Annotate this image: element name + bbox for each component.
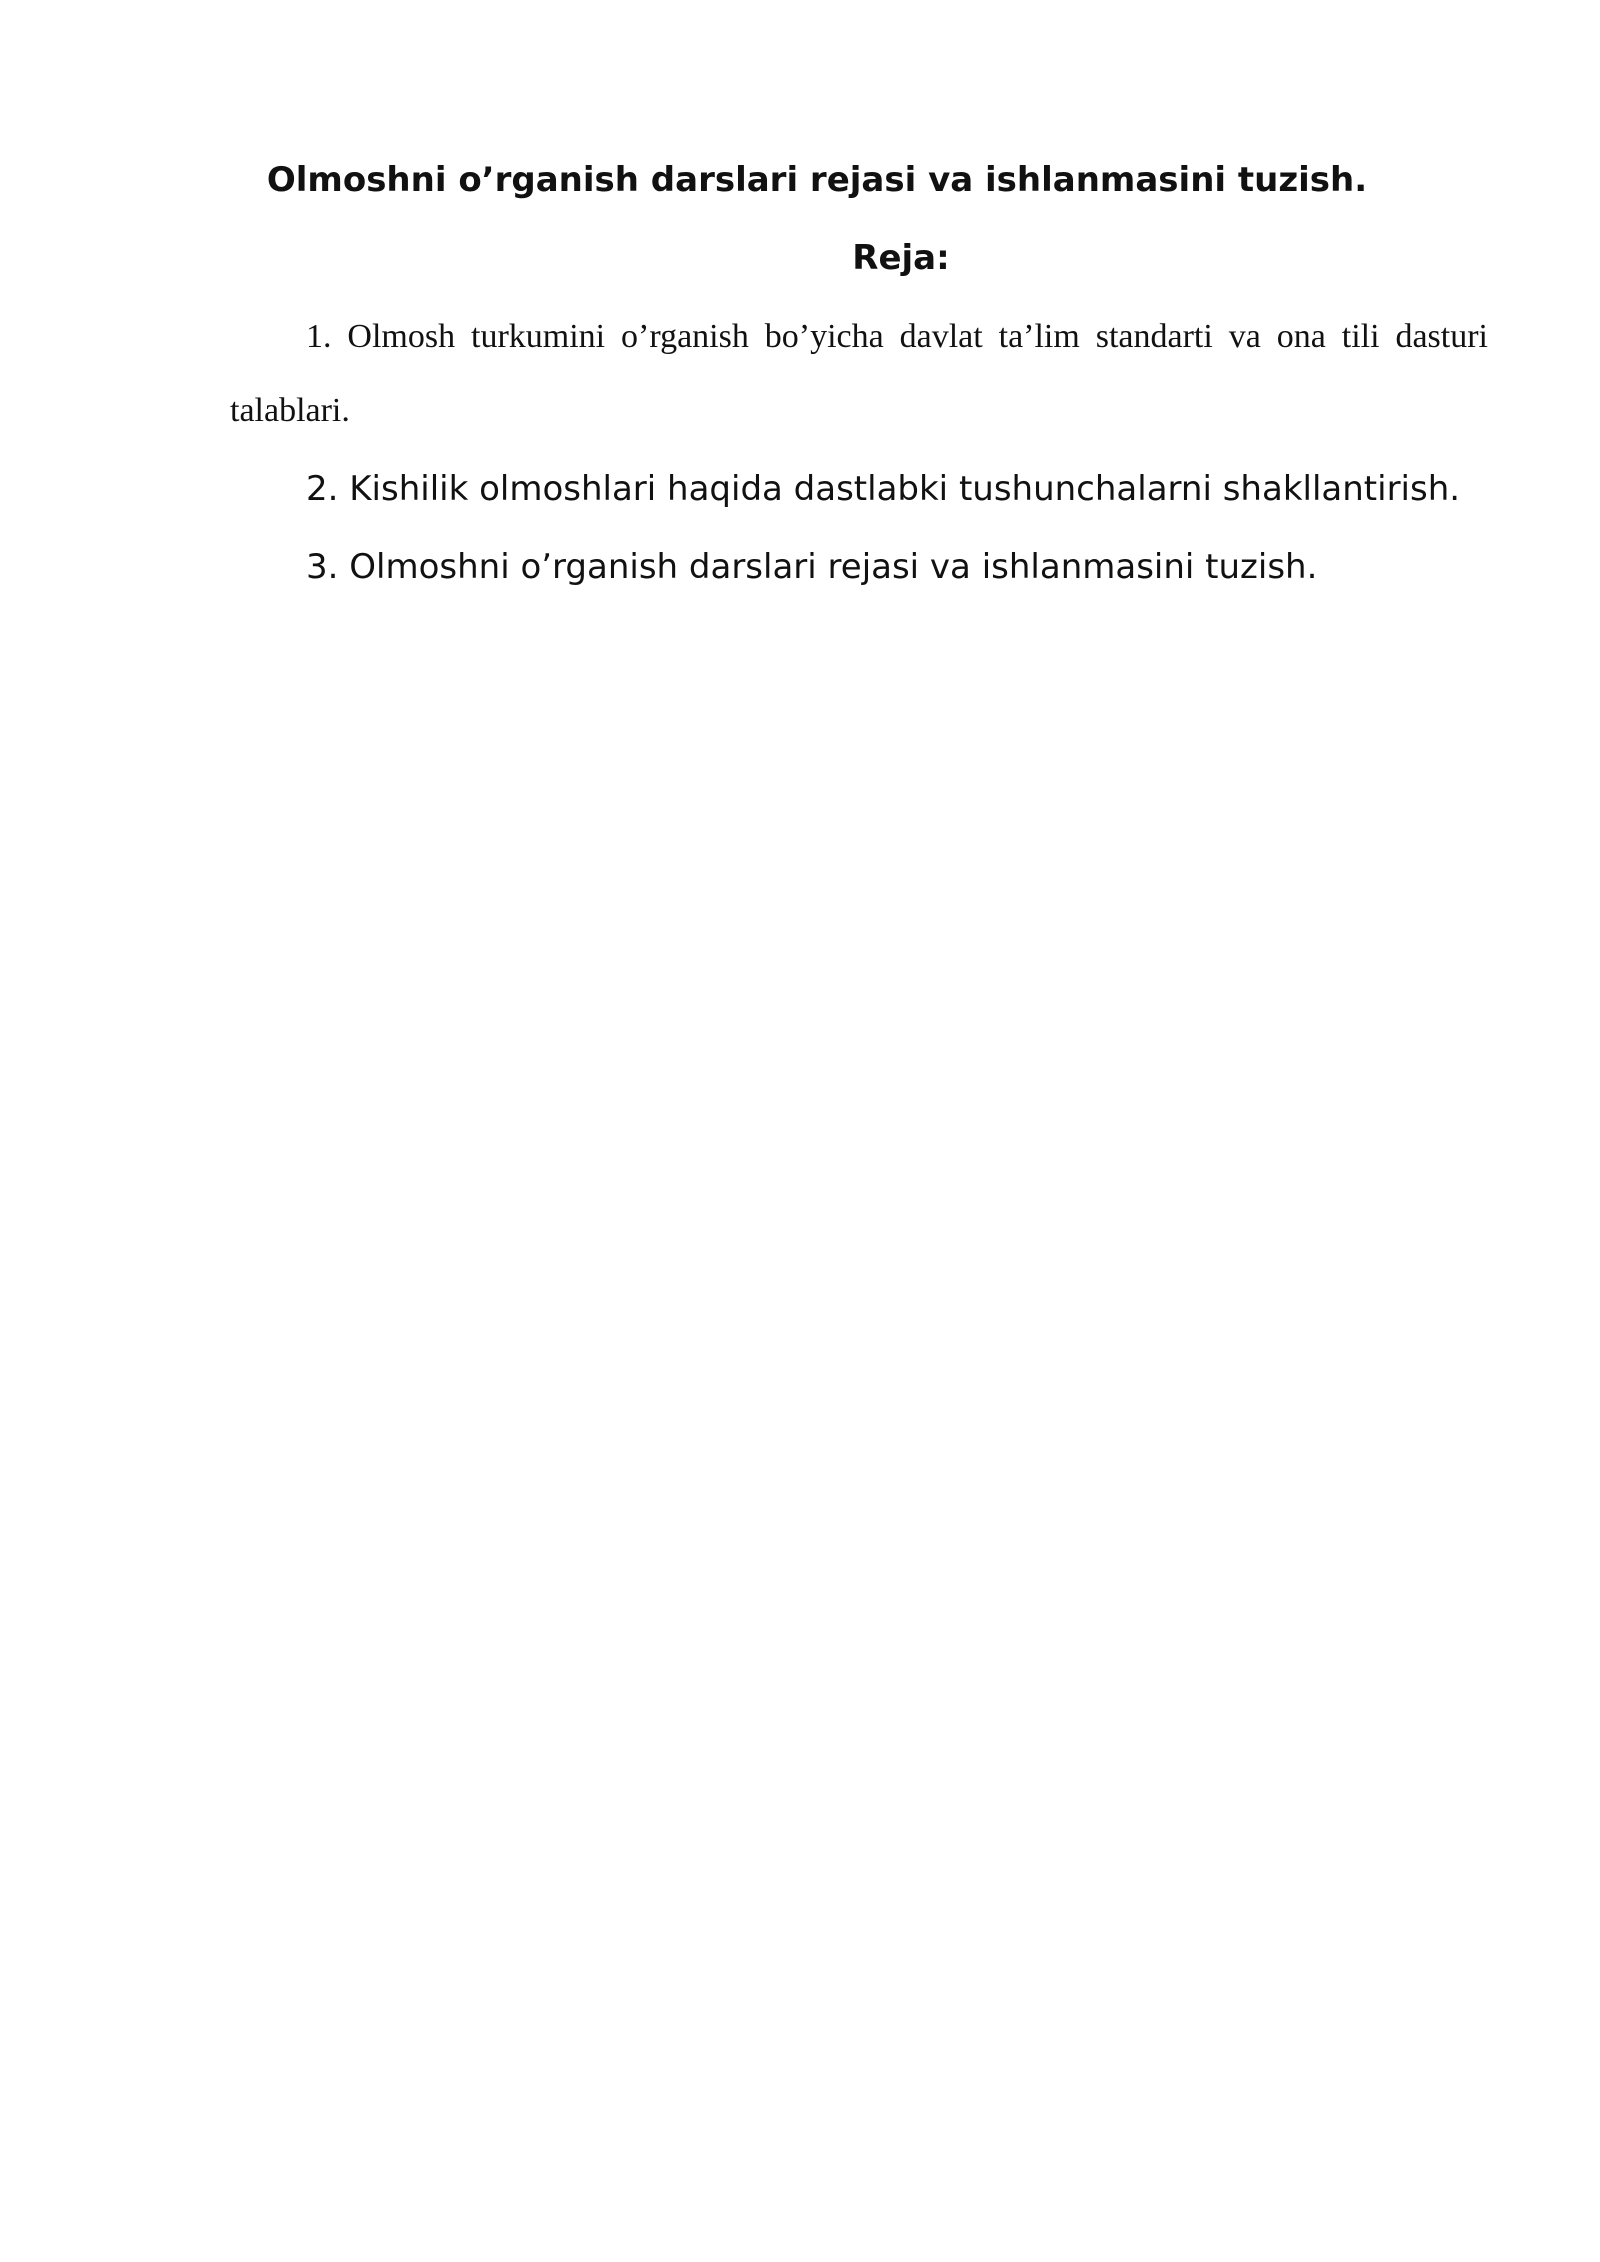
document-body bbox=[230, 150, 1488, 606]
plan-item-2: 2. Kishilik olmoshlari haqida dastlabki tushunchalarni shakllantirish. bbox=[306, 469, 1461, 509]
document-title: Olmoshni o’rganish darslari rejasi va ishlanmasini tuzish. bbox=[266, 160, 1368, 200]
plan-item-3: 3. Olmoshni o’rganish darslari rejasi va ishlanmasini tuzish. bbox=[306, 547, 1318, 587]
plan-item-1: 1. Olmosh turkumini o’rganish bo’yicha davlat ta’lim standarti va ona tili dasturi talablari. bbox=[230, 318, 1488, 429]
plan-heading: Reja: bbox=[852, 238, 950, 278]
